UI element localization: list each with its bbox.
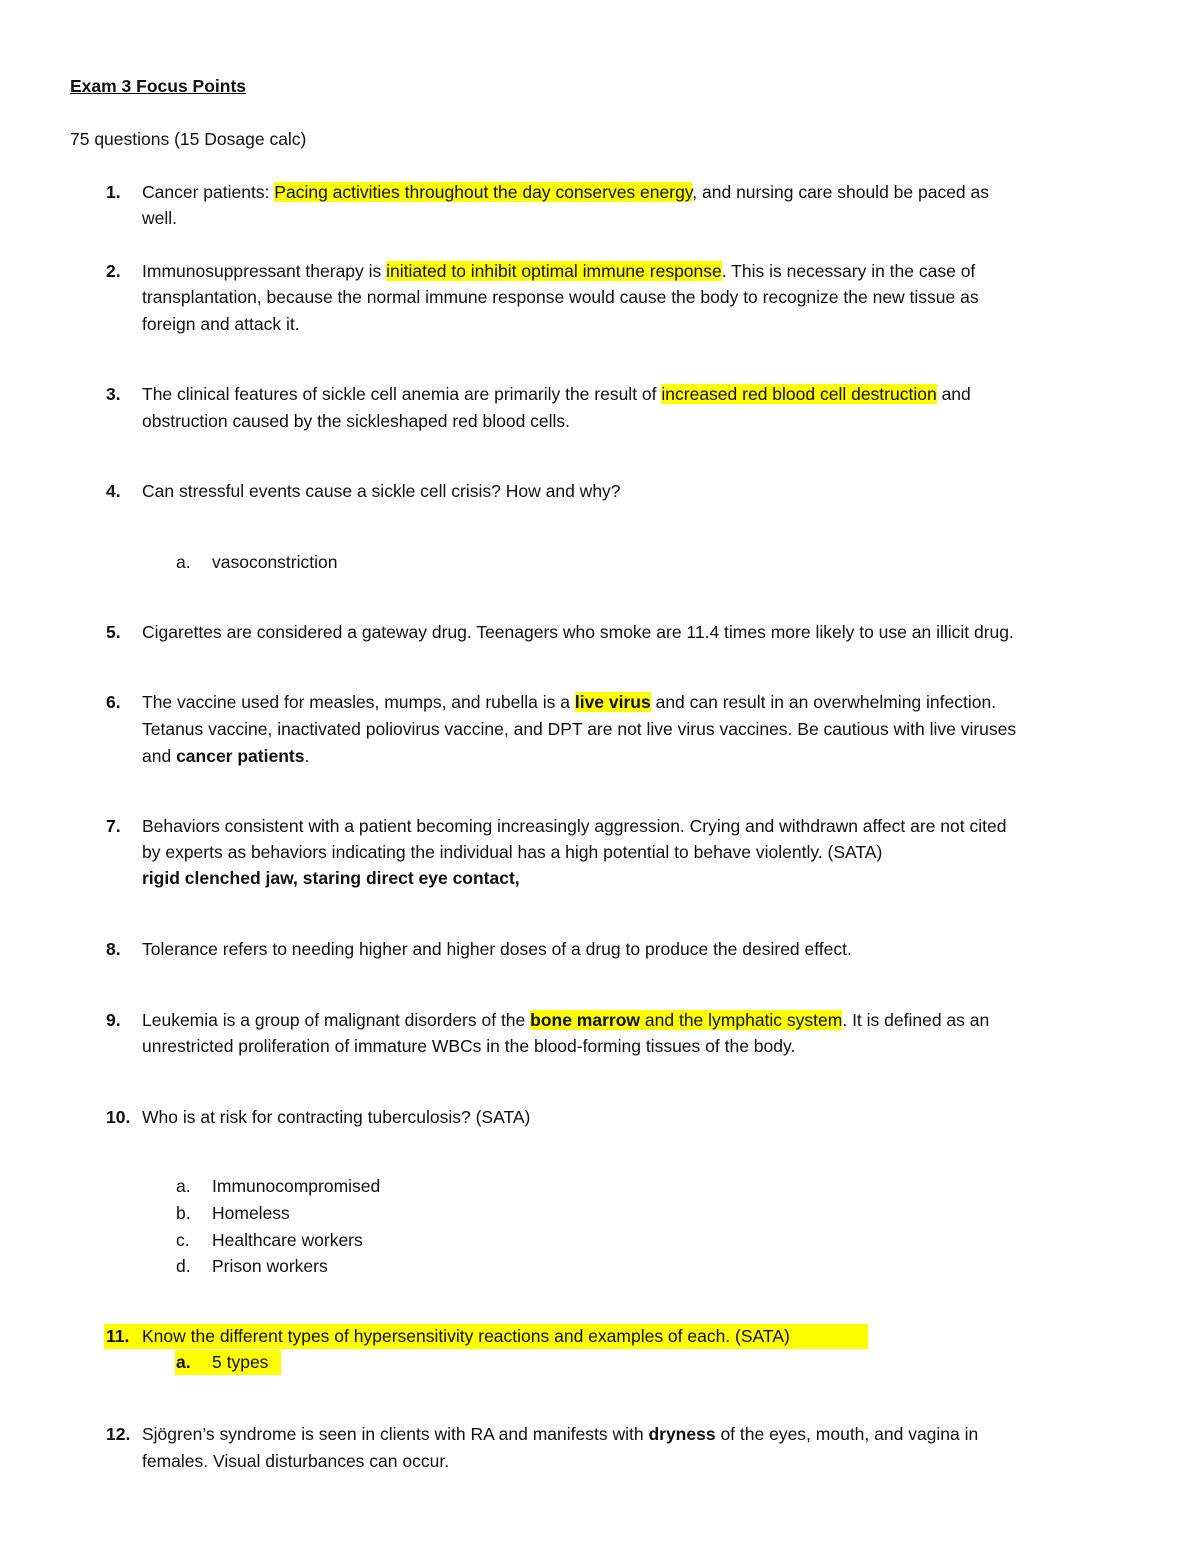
item-9-text-a: Leukemia is a group of malignant disorders of the: [142, 1010, 531, 1030]
item-4-number: 4.: [106, 481, 121, 501]
item-11-line-1: Know the different types of hypersensitivity reactions and examples of each. (SATA): [142, 1326, 790, 1346]
item-12-bold: dryness: [648, 1424, 716, 1444]
item-2-line-2: transplantation, because the normal immune response would cause the body to recognize the new tissue as: [142, 287, 979, 307]
item-9-highlight: and the lymphatic system: [640, 1010, 843, 1030]
item-1-line-2: well.: [142, 208, 178, 228]
item-3-number: 3.: [106, 384, 121, 404]
item-2-text-b: . This is necessary in the case of: [721, 261, 976, 281]
item-11-number: 11.: [106, 1326, 130, 1346]
item-2-line-3: foreign and attack it.: [142, 314, 300, 334]
item-7-number: 7.: [106, 816, 121, 836]
item-8-number: 8.: [106, 939, 121, 959]
item-9-line-2: unrestricted proliferation of immature WBCs in the blood-forming tissues of the body.: [142, 1036, 796, 1056]
item-7-line-1: Behaviors consistent with a patient becoming increasingly aggression. Crying and withdrawn affect are not cited: [142, 816, 1007, 836]
item-6-line-3-b: .: [304, 746, 310, 766]
item-2-text-a: Immunosuppressant therapy is: [142, 261, 387, 281]
item-6-highlight: live virus: [574, 692, 651, 712]
item-11-sub-text: 5 types: [212, 1352, 269, 1372]
item-3-line-2: obstruction caused by the sickleshaped red blood cells.: [142, 411, 571, 431]
item-10-sub-letter-b: b.: [176, 1203, 191, 1223]
item-3-text-a: The clinical features of sickle cell anemia are primarily the result of: [142, 384, 662, 404]
item-2-highlight: initiated to inhibit optimal immune response: [386, 261, 722, 281]
item-10-line-1: Who is at risk for contracting tuberculosis? (SATA): [142, 1107, 531, 1127]
item-1-highlight: Pacing activities throughout the day conserves energy: [274, 182, 693, 202]
intro-line: 75 questions (15 Dosage calc): [70, 129, 307, 149]
document-title: Exam 3 Focus Points: [70, 76, 247, 96]
item-6-line-3: [142, 745, 309, 767]
item-3-highlight: increased red blood cell destruction: [661, 384, 937, 404]
item-4-sub-text: vasoconstriction: [212, 552, 338, 572]
item-9-line-1: [142, 1009, 989, 1031]
item-6-text-a: The vaccine used for measles, mumps, and rubella is a: [142, 692, 575, 712]
item-1-line-1: [142, 181, 989, 203]
item-10-sub-text-d: Prison workers: [212, 1256, 328, 1276]
item-5-number: 5.: [106, 622, 121, 642]
item-10-sub-text-b: Homeless: [212, 1203, 290, 1223]
item-12-line-1: [142, 1423, 978, 1445]
item-4-line-1: Can stressful events cause a sickle cell crisis? How and why?: [142, 481, 621, 501]
item-2-number: 2.: [106, 261, 121, 281]
item-3-line-1: [142, 383, 971, 405]
item-6-bold: cancer patients: [176, 746, 305, 766]
item-6-number: 6.: [106, 692, 121, 712]
item-1-text-a: Cancer patients:: [142, 182, 275, 202]
item-3-text-b: and: [936, 384, 971, 404]
item-11-sub-letter: a.: [176, 1352, 191, 1372]
item-7-line-2: by experts as behaviors indicating the individual has a high potential to behave violently. (SATA): [142, 842, 883, 862]
item-9-text-b: . It is defined as an: [842, 1010, 990, 1030]
item-9-highlight-bold: bone marrow: [530, 1010, 641, 1030]
item-6-line-1: [142, 691, 996, 713]
item-1-text-b: , and nursing care should be paced as: [692, 182, 990, 202]
item-10-sub-text-c: Healthcare workers: [212, 1230, 363, 1250]
item-1-number: 1.: [106, 182, 121, 202]
item-10-sub-text-a: Immunocompromised: [212, 1176, 381, 1196]
item-10-sub-letter-c: c.: [176, 1230, 190, 1250]
item-12-text-a: Sjögren’s syndrome is seen in clients with RA and manifests with: [142, 1424, 649, 1444]
item-4-sub-letter: a.: [176, 552, 191, 572]
item-5-line-1: Cigarettes are considered a gateway drug. Teenagers who smoke are 11.4 times more likely to use an illicit drug.: [142, 622, 1014, 642]
item-9-number: 9.: [106, 1010, 121, 1030]
item-6-line-2: Tetanus vaccine, inactivated poliovirus vaccine, and DPT are not live virus vaccines. Be cautious with live viruses: [142, 719, 1017, 739]
item-12-number: 12.: [106, 1424, 131, 1444]
item-10-sub-letter-a: a.: [176, 1176, 191, 1196]
item-10-sub-letter-d: d.: [176, 1256, 191, 1276]
item-7-line-3: rigid clenched jaw, staring direct eye contact,: [142, 868, 520, 888]
item-10-number: 10.: [106, 1107, 131, 1127]
item-2-line-1: [142, 260, 975, 282]
item-8-line-1: Tolerance refers to needing higher and higher doses of a drug to produce the desired effect.: [142, 939, 852, 959]
item-6-text-b: and can result in an overwhelming infection.: [650, 692, 997, 712]
item-12-line-2: females. Visual disturbances can occur.: [142, 1451, 450, 1471]
item-6-line-3-a: and: [142, 746, 177, 766]
item-12-text-b: of the eyes, mouth, and vagina in: [715, 1424, 979, 1444]
